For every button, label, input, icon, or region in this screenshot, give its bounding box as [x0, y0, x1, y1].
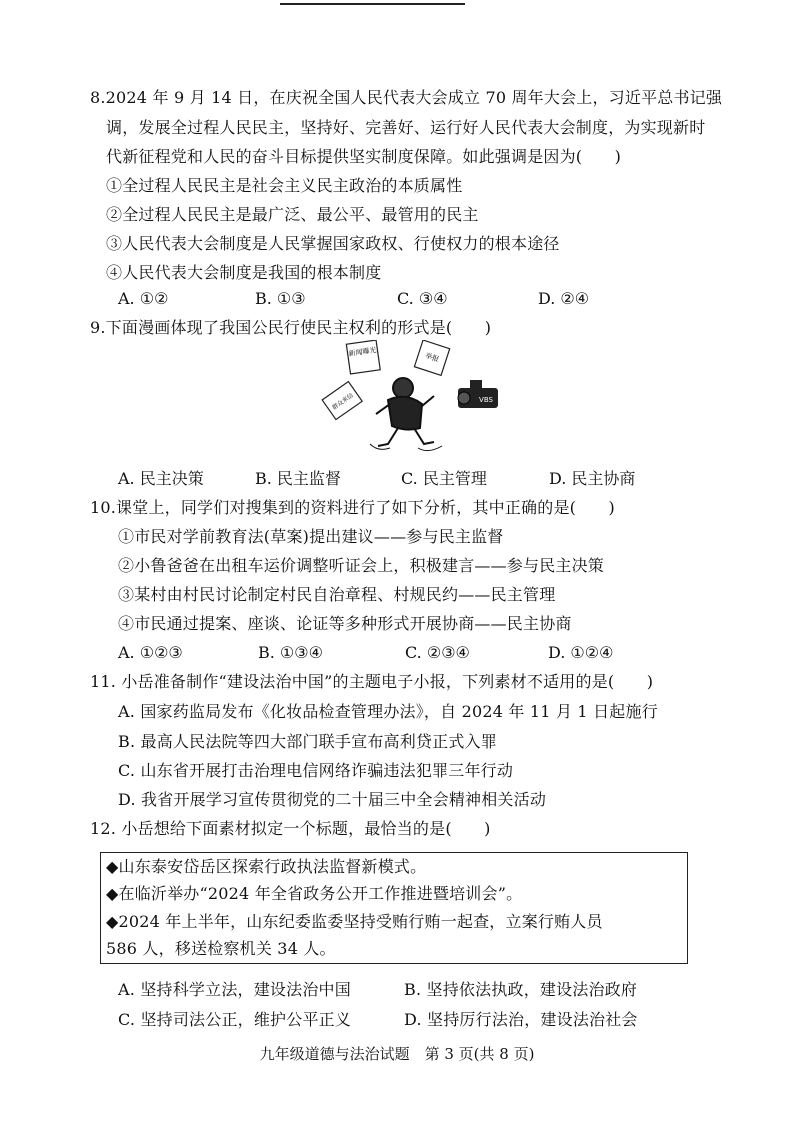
camera-icon — [458, 380, 498, 408]
q11-option-a[interactable]: A. 国家药监局发布《化妆品检查管理办法》，自 2024 年 11 月 1 日起施行 — [118, 702, 658, 721]
q8-statement-1: ①全过程人民民主是社会主义民主政治的本质属性 — [106, 176, 463, 195]
q10-statement-2: ②小鲁爸爸在出租车运价调整听证会上，积极建言——参与民主决策 — [118, 556, 605, 575]
q12-stem: 12. 小岳想给下面素材拟定一个标题，最恰当的是( ) — [90, 819, 491, 838]
q9-option-b[interactable]: B. 民主监督 — [255, 469, 341, 488]
q8-stem-line-2: 调，发展全过程人民民主，坚持好、完善好、运行好人民代表大会制度，为实现新时 — [106, 118, 706, 137]
q8-stem-line-3: 代新征程党和人民的奋斗目标提供坚实制度保障。如此强调是因为( ) — [106, 147, 622, 166]
q12-option-d[interactable]: D. 坚持厉行法治，建设法治社会 — [404, 1010, 638, 1029]
q8-statement-3: ③人民代表大会制度是人民掌握国家政权、行使权力的根本途径 — [106, 234, 560, 253]
q8-option-d[interactable]: D. ②④ — [538, 289, 590, 308]
q9-option-d[interactable]: D. 民主协商 — [549, 469, 636, 488]
q8-options — [0, 289, 794, 309]
q12-option-a[interactable]: A. 坚持科学立法，建设法治中国 — [118, 980, 351, 999]
report-paper — [414, 340, 449, 375]
q11-stem: 11. 小岳准备制作“建设法治中国”的主题电子小报，下列素材不适用的是( ) — [90, 672, 654, 691]
q10-statement-1: ①市民对学前教育法(草案)提出建议——参与民主监督 — [118, 527, 504, 546]
q10-option-b[interactable]: B. ①③④ — [258, 643, 323, 662]
q8-statement-4: ④人民代表大会制度是我国的根本制度 — [106, 263, 382, 282]
camera-label: VBS — [479, 396, 493, 404]
q9-stem: 9.下面漫画体现了我国公民行使民主权利的形式是( ) — [90, 318, 492, 337]
q11-option-b[interactable]: B. 最高人民法院等四大部门联手宣布高利贷正式入罪 — [118, 732, 497, 751]
page-footer: 九年级道德与法治试题 第 3 页(共 8 页) — [259, 1045, 535, 1063]
q10-stem: 10.课堂上，同学们对搜集到的资料进行了如下分析，其中正确的是( ) — [90, 498, 615, 517]
q12-material-2: ◆在临沂举办“2024 年全省政务公开工作推进暨培训会”。 — [106, 884, 523, 903]
q12-material-1: ◆山东泰安岱岳区探索行政执法监督新模式。 — [106, 857, 427, 876]
q10-option-c[interactable]: C. ②③④ — [405, 643, 470, 662]
q8-stem-line-1: 8.2024 年 9 月 14 日，在庆祝全国人民代表大会成立 70 周年大会上，习近平总书记强 — [90, 88, 723, 107]
news-label: 新闻曝光 — [348, 346, 378, 358]
q10-options — [0, 643, 794, 663]
q10-option-a[interactable]: A. ①②③ — [118, 643, 183, 662]
letter-paper — [322, 382, 362, 420]
q9-options — [0, 469, 794, 489]
q10-statement-3: ③某村由村民讨论制定村民自治章程、村规民约——民主管理 — [118, 585, 556, 604]
q12-option-c[interactable]: C. 坚持司法公正，维护公平正义 — [118, 1010, 352, 1029]
q10-option-d[interactable]: D. ①②④ — [548, 643, 614, 662]
fleeing-man-figure — [370, 378, 442, 451]
q11-option-c[interactable]: C. 山东省开展打击治理电信网络诈骗违法犯罪三年行动 — [118, 761, 514, 780]
news-paper — [346, 340, 380, 374]
q8-option-c[interactable]: C. ③④ — [397, 289, 448, 308]
top-rule — [280, 3, 465, 5]
q8-option-a[interactable]: A. ①② — [118, 289, 169, 308]
q8-statement-2: ②全过程人民民主是最广泛、最公平、最管用的民主 — [106, 205, 479, 224]
report-label: 举报 — [424, 351, 440, 364]
q9-option-c[interactable]: C. 民主管理 — [401, 469, 487, 488]
cartoon-image — [318, 340, 508, 458]
q12-option-b[interactable]: B. 坚持依法执政，建设法治政府 — [404, 980, 638, 999]
letter-label: 群众来信 — [331, 392, 355, 412]
q10-statement-4: ④市民通过提案、座谈、论证等多种形式开展协商——民主协商 — [118, 614, 572, 633]
q12-material-3: ◆2024 年上半年，山东纪委监委坚持受贿行贿一起查，立案行贿人员 — [106, 912, 603, 931]
q8-option-b[interactable]: B. ①③ — [255, 289, 306, 308]
q11-option-d[interactable]: D. 我省开展学习宣传贯彻党的二十届三中全会精神相关活动 — [118, 790, 547, 809]
q9-option-a[interactable]: A. 民主决策 — [118, 469, 204, 488]
q12-material-4: 586 人，移送检察机关 34 人。 — [106, 939, 336, 958]
